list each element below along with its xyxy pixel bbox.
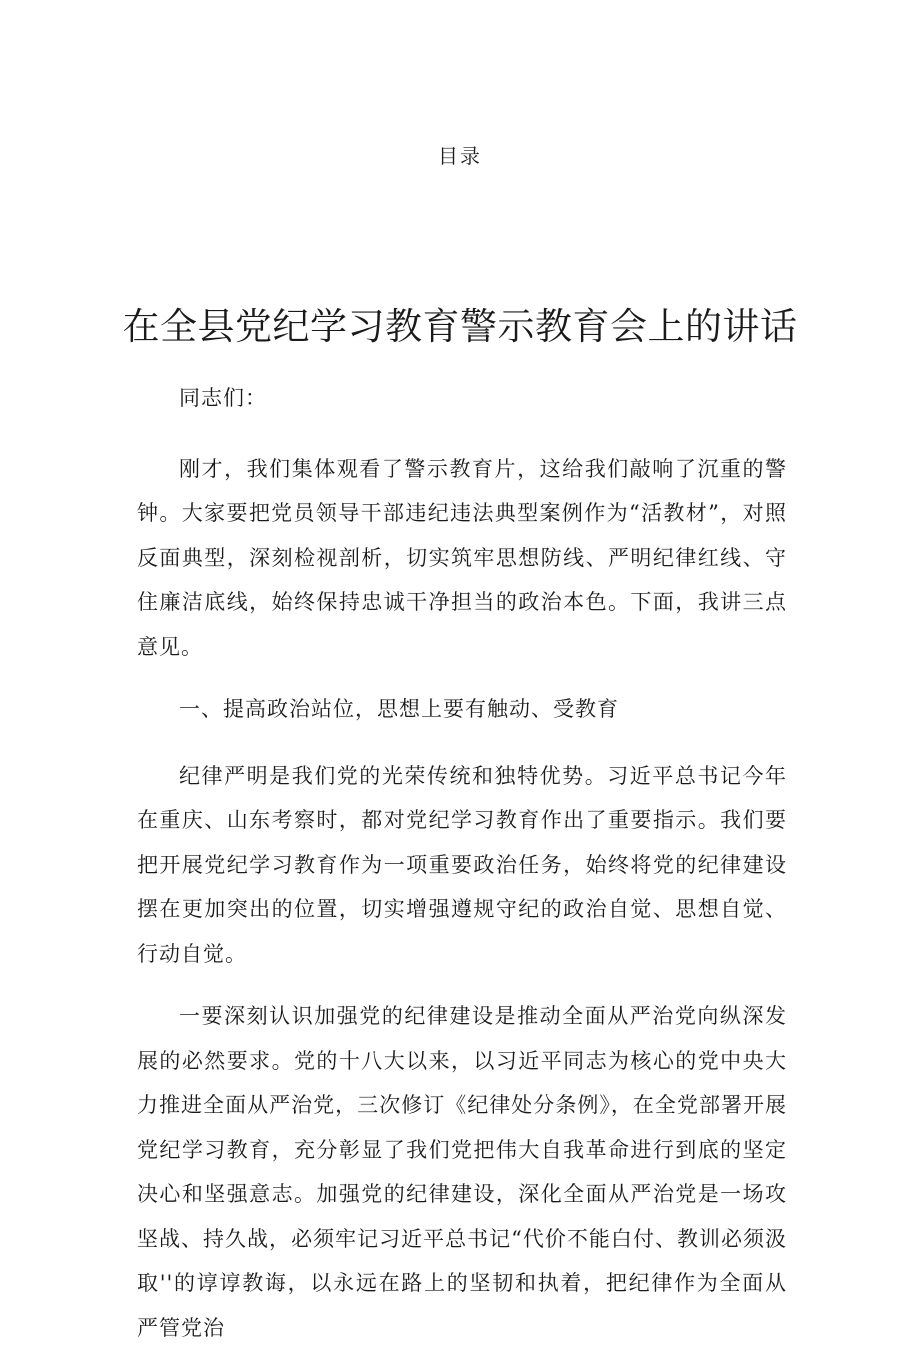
document-body xyxy=(137,376,787,1368)
section-heading-1: 一、提高政治站位，思想上要有触动、受教育 xyxy=(179,697,619,721)
document-title: 在全县党纪学习教育警示教育会上的讲话 xyxy=(122,305,798,348)
toc-heading: 目录 xyxy=(438,144,482,168)
paragraph-intro: 刚才，我们集体观看了警示教育片，这给我们敲响了沉重的警钟。大家要把党员领导干部违纪违法典型案例作为“活教材”，对照反面典型，深刻检视剖析，切实筑牢思想防线、严明纪律红线、守住廉洁底线，始终保持忠诚干净担当的政治本色。下面，我讲三点意见。 xyxy=(137,456,787,659)
paragraph-point-one: 一要深刻认识加强党的纪律建设是推动全面从严治党向纵深发展的必然要求。党的十八大以来，以习近平同志为核心的党中央大力推进全面从严治党，三次修订《纪律处分条例》，在全党部署开展党纪学习教育，充分彰显了我们党把伟大自我革命进行到底的坚定决心和坚强意志。加强党的纪律建设，深化全面从严治党是一场攻坚战、持久战，必须牢记习近平总书记“代价不能白付、教训必须汲取''的谆谆教诲，以永远在路上的坚韧和执着，把纪律作为全面从严管党治 xyxy=(137,1004,787,1340)
paragraph-discipline: 纪律严明是我们党的光荣传统和独特优势。习近平总书记今年在重庆、山东考察时，都对党纪学习教育作出了重要指示。我们要把开展党纪学习教育作为一项重要政治任务，始终将党的纪律建设摆在更加突出的位置，切实增强遵规守纪的政治自觉、思想自觉、行动自觉。 xyxy=(137,763,787,966)
salutation: 同志们： xyxy=(179,386,267,410)
